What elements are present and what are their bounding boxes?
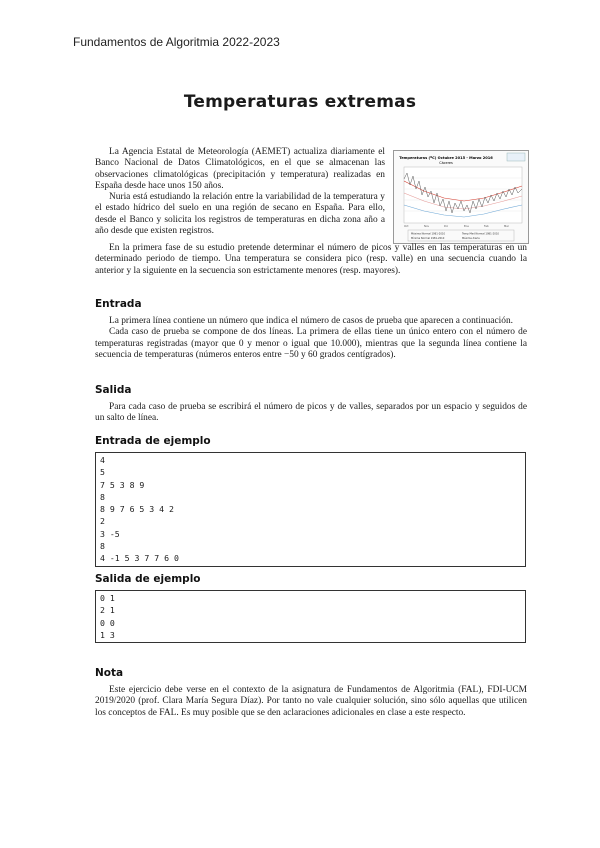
chart-legend [408, 230, 514, 241]
legend-item: Máxima diaria [462, 237, 480, 240]
entrada-ejemplo-box [95, 452, 526, 567]
code-line: 4 [100, 455, 105, 465]
entrada-paragraph-2: Cada caso de prueba se compone de dos líneas. La primera de ellas tiene un único entero con el número de temperaturas registradas (mayor que 0 y menor o igual que 10.000), mientras que la segunda línea contiene la secuencia de temperaturas (números enteros entre −50 y 60 grados centígrados). [95, 327, 527, 360]
x-tick-labels [404, 224, 510, 228]
entrada-ejemplo-heading: Entrada de ejemplo [95, 435, 211, 447]
intro-paragraph-3: En la primera fase de su estudio pretende determinar el número de picos y valles en las temperaturas en un determinado periodo de tiempo. Una temperatura se considera pico (resp. valle) en una secuencia cuando la anterior y la siguiente en la secuencia son estrictamente menores (resp. mayores). [95, 243, 527, 276]
chart-subtitle: Cáceres [439, 161, 453, 165]
code-line: 3 -5 [100, 528, 120, 539]
legend-item: Temp Med Normal 1981-2010 [462, 232, 500, 236]
nota-paragraph-1: Este ejercicio debe verse en el contexto de la asignatura de Fundamentos de Algoritmia (FAL), FDI-UCM 2019/2020 (prof. Clara María Segura Díaz). Por tanto no vale cualquier solución, sino sólo aquellas que utilicen los conceptos de FAL. Es muy posible que se den aclaraciones adicionales en clase a este respecto. [95, 685, 527, 718]
code-line: 4 -1 5 3 7 7 6 0 [100, 553, 179, 564]
salida-heading: Salida [95, 384, 132, 396]
x-tick: Mar [504, 225, 509, 228]
code-line: 1 3 [100, 629, 115, 640]
temperature-chart [394, 151, 528, 243]
code-line: 8 [100, 541, 105, 552]
intro-section-full [95, 243, 527, 277]
code-line: 8 [100, 491, 105, 502]
code-line: 2 [100, 516, 105, 527]
intro-paragraph-1: La Agencia Estatal de Meteorología (AEMET) actualiza diariamente el Banco Nacional de Datos Climatológicos, en el que se almacenan las observaciones climatológicas (precipitación y temperatura) realizadas en España desde hace unos 150 años. [95, 147, 385, 191]
salida-section [95, 402, 527, 425]
code-line: 0 0 [100, 617, 115, 628]
x-tick: Ene [464, 225, 469, 228]
course-header: Fundamentos de Algoritmia 2022-2023 [73, 35, 280, 49]
page-title: Temperaturas extremas [183, 92, 417, 112]
nota-heading: Nota [95, 667, 124, 679]
entrada-section [95, 316, 527, 361]
code-line: 7 5 3 8 9 [100, 479, 145, 490]
temperature-figure [393, 150, 529, 244]
code-line: 8 9 7 6 5 3 4 2 [100, 504, 174, 515]
legend-item: Máxima Normal 1981-2010 [411, 232, 446, 236]
salida-paragraph-1: Para cada caso de prueba se escribirá el número de picos y de valles, separados por un espacio y seguidos de un salto de línea. [95, 402, 527, 424]
nota-section [95, 685, 527, 719]
x-tick: Feb [484, 225, 489, 228]
salida-ejemplo-heading: Salida de ejemplo [95, 573, 201, 585]
salida-ejemplo-box [95, 590, 526, 643]
x-tick: Nov [424, 225, 430, 228]
code-line: 5 [100, 467, 105, 478]
intro-paragraph-2: Nuria está estudiando la relación entre la variabilidad de la temperatura y el estado hídrico del suelo en una región de secano en España. Para ello, desde el Banco y solicita los registros de temperaturas en dicha zona año a año desde que existen registros. [95, 192, 385, 237]
code-line: 2 1 [100, 605, 115, 616]
code-line: 0 1 [100, 593, 115, 603]
chart-title: Temperaturas (ºC) Octubre 2015 - Marzo 2016 [399, 156, 493, 160]
entrada-paragraph-1: La primera línea contiene un número que indica el número de casos de prueba que aparecen a continuación. [109, 316, 513, 326]
legend-item: Mínima Normal 1981-2010 [411, 237, 445, 240]
aemet-logo [507, 153, 525, 161]
x-tick: Oct [404, 225, 409, 228]
entrada-heading: Entrada [95, 298, 142, 310]
intro-section [95, 147, 385, 237]
x-tick: Dic [444, 225, 449, 228]
plot-area [404, 167, 522, 223]
